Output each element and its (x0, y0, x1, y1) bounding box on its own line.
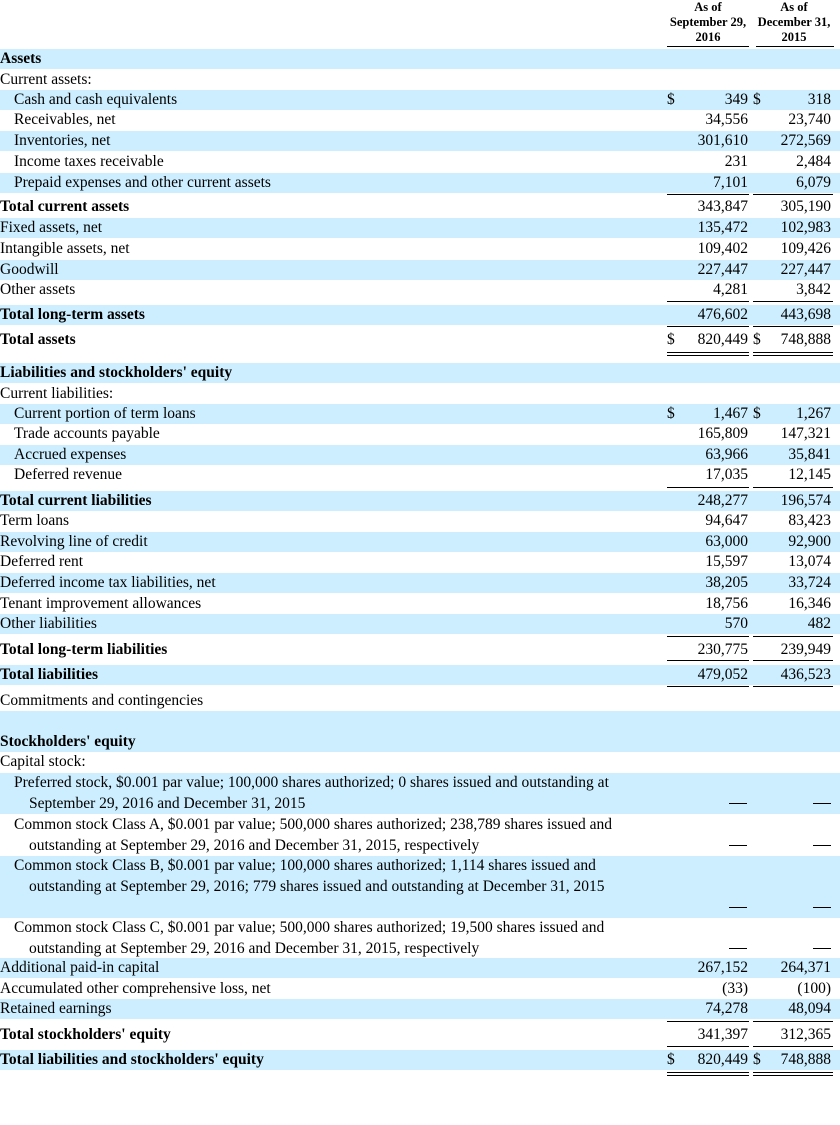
table-row (0, 70, 840, 90)
table-row (0, 90, 840, 110)
table-row (0, 958, 840, 978)
table-row (0, 594, 840, 614)
value-2016: 4,281 (713, 281, 748, 298)
table-row (0, 979, 840, 999)
value-2015: 264,371 (780, 959, 831, 976)
table-row (0, 511, 840, 531)
currency-symbol-2015: $ (753, 91, 761, 108)
row-label: Common stock Class C, $0.001 par value; 500,000 shares authorized; 19,500 shares issued and outstanding at September 29, 2016 and December 31, 2015, respectively (14, 919, 605, 957)
value-2015: 239,949 (780, 641, 831, 658)
row-label: Fixed assets, net (0, 219, 103, 236)
total-rule-2015 (753, 1046, 833, 1047)
value-2016: 301,610 (697, 132, 748, 149)
nil-dash-2015 (813, 948, 831, 949)
value-2016: 109,402 (697, 240, 748, 257)
row-label: Current assets: (0, 71, 92, 88)
row-label: Total liabilities (0, 666, 99, 683)
value-2016: 1,467 (713, 405, 748, 422)
row-label: Total long-term liabilities (0, 641, 168, 658)
nil-dash-2015 (813, 803, 831, 804)
table-row (0, 573, 840, 593)
table-row (0, 1050, 840, 1070)
row-label: Deferred rent (0, 553, 84, 570)
value-2015: 436,523 (780, 666, 831, 683)
row-label: Total liabilities and stockholders' equity (0, 1051, 264, 1068)
value-2015: 1,267 (796, 405, 831, 422)
value-2016: 479,052 (697, 666, 748, 683)
row-label: Preferred stock, $0.001 par value; 100,000 shares authorized; 0 shares issued and outstanding at September 29, 2016 and December 31, 2015 (14, 774, 609, 812)
table-row (0, 491, 840, 511)
total-rule-2016 (667, 660, 749, 661)
total-rule-2016 (667, 355, 749, 356)
row-label: Intangible assets, net (0, 240, 130, 257)
row-label: Cash and cash equivalents (14, 91, 178, 108)
nil-dash-2016 (729, 803, 747, 804)
total-rule-2016 (667, 1072, 749, 1073)
value-2016: 230,775 (697, 641, 748, 658)
column-headers (0, 0, 840, 48)
nil-dash-2016 (729, 948, 747, 949)
value-2016: 343,847 (697, 198, 748, 215)
total-rule-2015 (753, 660, 833, 661)
value-2015: 16,346 (788, 595, 831, 612)
row-label: Prepaid expenses and other current assets (14, 174, 271, 191)
currency-symbol-2015: $ (753, 1051, 761, 1068)
value-2015: 12,145 (788, 466, 831, 483)
total-rule-2016 (667, 194, 749, 195)
table-row (0, 773, 840, 814)
value-2016: 227,447 (697, 261, 748, 278)
row-label: Term loans (0, 512, 70, 529)
value-2016: 341,397 (697, 1026, 748, 1043)
table-row (0, 330, 840, 350)
row-label: Total current assets (0, 198, 130, 215)
total-rule-2016 (667, 1075, 749, 1076)
value-2015: 13,074 (788, 553, 831, 570)
value-2015: 83,423 (788, 512, 831, 529)
table-row (0, 665, 840, 685)
total-rule-2015 (753, 686, 833, 687)
total-rule-2015 (753, 326, 833, 327)
table-row (0, 239, 840, 259)
total-rule-2015 (753, 1075, 833, 1076)
table-row (0, 918, 840, 959)
row-label: Total long-term assets (0, 306, 145, 323)
table-row (0, 218, 840, 238)
value-2015: 23,740 (788, 111, 831, 128)
value-2015: 748,888 (780, 1051, 831, 1068)
row-label: Stockholders' equity (0, 733, 136, 750)
value-2015: 272,569 (780, 132, 831, 149)
table-row (0, 752, 840, 772)
total-rule-2016 (667, 636, 749, 637)
row-label: Goodwill (0, 261, 59, 278)
row-label: Deferred income tax liabilities, net (0, 574, 216, 591)
value-2016: (33) (722, 980, 748, 997)
value-2015: 2,484 (796, 153, 831, 170)
total-rule-2015 (753, 1021, 833, 1022)
value-2016: 18,756 (705, 595, 748, 612)
total-rule-2016 (667, 301, 749, 302)
value-2015: 196,574 (780, 492, 831, 509)
table-row (0, 856, 840, 918)
value-2016: 135,472 (697, 219, 748, 236)
row-label: Common stock Class B, $0.001 par value; 100,000 shares authorized; 1,114 shares issued and outstanding at September 29, 2016; 779 shares issued and outstanding at December 31, 2015 (14, 857, 605, 895)
table-row (0, 532, 840, 552)
table-row (0, 152, 840, 172)
nil-dash-2016 (729, 907, 747, 908)
total-rule-2015 (753, 355, 833, 356)
total-rule-2015 (753, 194, 833, 195)
value-2015: 102,983 (780, 219, 831, 236)
table-row (0, 640, 840, 660)
value-2016: 63,000 (705, 533, 748, 550)
table-row (0, 131, 840, 151)
table-row (0, 691, 840, 711)
nil-dash-2015 (813, 907, 831, 908)
row-label: Total current liabilities (0, 492, 152, 509)
row-label: Revolving line of credit (0, 533, 148, 550)
value-2015: (100) (797, 980, 831, 997)
value-2015: 312,365 (780, 1026, 831, 1043)
table-row (0, 280, 840, 300)
value-2016: 34,556 (705, 111, 748, 128)
table-row (0, 305, 840, 325)
table-row (0, 404, 840, 424)
value-2015: 318 (807, 91, 831, 108)
table-row (0, 363, 840, 383)
value-2016: 267,152 (697, 959, 748, 976)
row-label: Other assets (0, 281, 76, 298)
row-label: Total stockholders' equity (0, 1026, 171, 1043)
table-row (0, 260, 840, 280)
value-2015: 3,842 (796, 281, 831, 298)
row-label: Current liabilities: (0, 385, 114, 402)
total-rule-2016 (667, 1046, 749, 1047)
value-2016: 74,278 (705, 1000, 748, 1017)
row-label: Assets (0, 50, 42, 67)
value-2016: 570 (724, 615, 748, 632)
nil-dash-2016 (729, 845, 747, 846)
table-row (0, 197, 840, 217)
value-2015: 48,094 (788, 1000, 831, 1017)
value-2016: 248,277 (697, 492, 748, 509)
total-rule-2015 (753, 301, 833, 302)
value-2015: 6,079 (796, 174, 831, 191)
table-row (0, 711, 840, 732)
currency-symbol-2015: $ (753, 405, 761, 422)
row-label: Total assets (0, 331, 76, 348)
column-header-dec-2015: As of December 31, 2015 (752, 0, 836, 45)
row-label: Capital stock: (0, 753, 86, 770)
row-label: Liabilities and stockholders' equity (0, 364, 233, 381)
currency-symbol-2016: $ (667, 331, 675, 348)
total-rule-2015 (753, 636, 833, 637)
table-row (0, 465, 840, 485)
value-2016: 63,966 (705, 446, 748, 463)
value-2016: 476,602 (697, 306, 748, 323)
row-label: Accrued expenses (14, 446, 127, 463)
value-2016: 349 (724, 91, 748, 108)
table-row (0, 815, 840, 856)
table-row (0, 424, 840, 444)
currency-symbol-2016: $ (667, 91, 675, 108)
currency-symbol-2016: $ (667, 405, 675, 422)
value-2015: 443,698 (780, 306, 831, 323)
value-2015: 305,190 (780, 198, 831, 215)
row-label: Retained earnings (0, 1000, 112, 1017)
value-2015: 227,447 (780, 261, 831, 278)
row-label: Inventories, net (14, 132, 111, 149)
row-label: Common stock Class A, $0.001 par value; 500,000 shares authorized; 238,789 shares issued and outstanding at September 29, 2016 and December 31, 2015, respectively (14, 816, 612, 854)
value-2015: 147,321 (780, 425, 831, 442)
nil-dash-2015 (813, 845, 831, 846)
value-2015: 748,888 (780, 331, 831, 348)
table-row (0, 732, 840, 752)
value-2015: 33,724 (788, 574, 831, 591)
currency-symbol-2015: $ (753, 331, 761, 348)
table-row (0, 384, 840, 404)
total-rule-2016 (667, 352, 749, 353)
total-rule-2016 (667, 326, 749, 327)
table-row (0, 999, 840, 1019)
row-label: Tenant improvement allowances (0, 595, 202, 612)
total-rule-2015 (753, 1072, 833, 1073)
table-row (0, 445, 840, 465)
value-2016: 820,449 (697, 331, 748, 348)
value-2016: 820,449 (697, 1051, 748, 1068)
column-header-sep-2016: As of September 29, 2016 (663, 0, 753, 45)
value-2016: 165,809 (697, 425, 748, 442)
row-label: Deferred revenue (14, 466, 122, 483)
row-label: Current portion of term loans (14, 405, 196, 422)
row-label: Commitments and contingencies (0, 692, 204, 709)
value-2016: 7,101 (713, 174, 748, 191)
total-rule-2015 (753, 487, 833, 488)
value-2016: 15,597 (705, 553, 748, 570)
table-row (0, 110, 840, 130)
currency-symbol-2016: $ (667, 1051, 675, 1068)
total-rule-2016 (667, 1021, 749, 1022)
table-row (0, 173, 840, 193)
value-2015: 92,900 (788, 533, 831, 550)
table-row (0, 49, 840, 69)
total-rule-2015 (753, 352, 833, 353)
row-label: Accumulated other comprehensive loss, net (0, 980, 271, 997)
table-row (0, 1025, 840, 1045)
value-2016: 17,035 (705, 466, 748, 483)
table-row (0, 552, 840, 572)
row-label: Trade accounts payable (14, 425, 160, 442)
table-row (0, 614, 840, 634)
value-2015: 109,426 (780, 240, 831, 257)
value-2016: 38,205 (705, 574, 748, 591)
row-label: Income taxes receivable (14, 153, 164, 170)
value-2016: 231 (724, 153, 748, 170)
value-2016: 94,647 (705, 512, 748, 529)
total-rule-2016 (667, 686, 749, 687)
row-label: Receivables, net (14, 111, 116, 128)
row-label: Additional paid-in capital (0, 959, 160, 976)
row-label: Other liabilities (0, 615, 97, 632)
total-rule-2016 (667, 487, 749, 488)
value-2015: 35,841 (788, 446, 831, 463)
value-2015: 482 (807, 615, 831, 632)
